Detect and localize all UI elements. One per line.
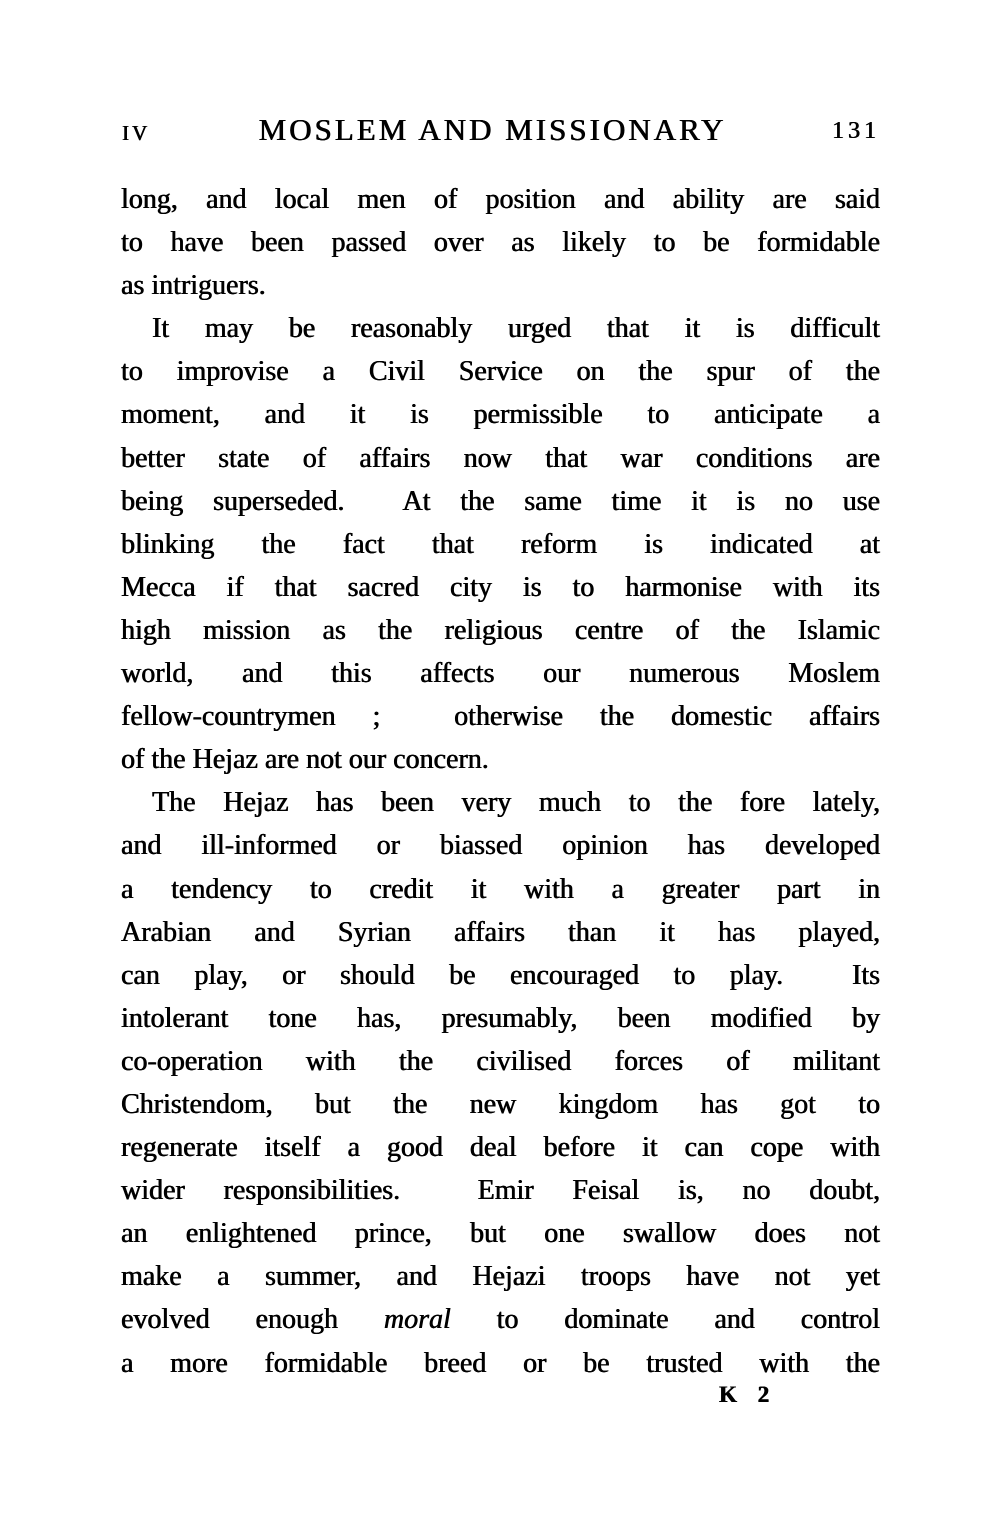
text-line xyxy=(121,954,880,997)
text-segment: Arabian and Syrian affairs than it has played, xyxy=(121,916,880,948)
text-segment: as intriguers. xyxy=(121,270,266,302)
text-line xyxy=(121,911,880,954)
text-line xyxy=(121,1083,880,1126)
text-line xyxy=(121,221,880,264)
chapter-numeral: IV xyxy=(122,121,151,145)
text-segment: a tendency to credit it with a greater part in xyxy=(121,873,880,905)
signature-mark: K 2 xyxy=(719,1382,771,1407)
text-segment: to improvise a Civil Service on the spur of the xyxy=(121,356,880,388)
text-segment: intolerant tone has, presumably, been modified by xyxy=(121,1002,880,1034)
text-line xyxy=(121,1212,880,1255)
text-line xyxy=(121,264,880,307)
text-line xyxy=(121,652,880,695)
text-segment: Christendom, but the new kingdom has got to xyxy=(121,1088,880,1120)
text-line xyxy=(121,824,880,867)
text-segment: moment, and it is permissible to anticipate a xyxy=(121,399,880,431)
text-segment: wider responsibilities. Emir Feisal is, no doubt, xyxy=(121,1175,880,1207)
italic-text-segment: moral xyxy=(383,1304,451,1336)
text-line xyxy=(121,738,880,781)
book-page xyxy=(121,112,880,1492)
text-line xyxy=(121,1040,880,1083)
text-line xyxy=(121,1298,880,1341)
text-line xyxy=(121,1255,880,1298)
text-segment: Mecca if that sacred city is to harmonise with its xyxy=(121,571,880,603)
text-line xyxy=(121,1342,880,1385)
text-segment: make a summer, and Hejazi troops have not yet xyxy=(121,1261,880,1293)
text-segment: high mission as the religious centre of the Islamic xyxy=(121,614,880,646)
page-body-text xyxy=(121,178,880,1385)
text-segment: fellow-countrymen ; otherwise the domestic affairs xyxy=(121,701,880,733)
running-title: MOSLEM AND MISSIONARY xyxy=(258,112,727,147)
text-segment: long, and local men of position and ability are said xyxy=(121,184,880,215)
text-segment: regenerate itself a good deal before it can cope with xyxy=(121,1132,880,1164)
text-segment: a more formidable breed or be trusted with the xyxy=(121,1347,880,1379)
text-line xyxy=(121,781,880,824)
text-line xyxy=(121,178,880,221)
text-line xyxy=(121,350,880,393)
text-line xyxy=(121,695,880,738)
text-line xyxy=(121,523,880,566)
text-line xyxy=(121,480,880,523)
text-line xyxy=(121,1169,880,1212)
text-line xyxy=(121,393,880,436)
text-segment: to have been passed over as likely to be formidable xyxy=(121,227,880,259)
text-segment: evolved enough xyxy=(121,1304,384,1336)
text-segment: better state of affairs now that war conditions are xyxy=(121,442,880,474)
text-line xyxy=(121,609,880,652)
text-segment: blinking the fact that reform is indicated at xyxy=(121,528,880,560)
text-segment: to dominate and control xyxy=(450,1304,881,1336)
text-line xyxy=(121,1126,880,1169)
text-line xyxy=(121,997,880,1040)
text-segment: and ill-informed or biassed opinion has developed xyxy=(121,830,880,862)
text-segment: of the Hejaz are not our concern. xyxy=(121,744,489,776)
text-segment: It may be reasonably urged that it is difficult xyxy=(152,313,880,345)
text-segment: The Hejaz has been very much to the fore lately, xyxy=(152,787,880,819)
text-segment: can play, or should be encouraged to play. Its xyxy=(121,959,880,991)
text-line xyxy=(121,566,880,609)
text-line xyxy=(121,437,880,480)
text-segment: co-operation with the civilised forces of militant xyxy=(121,1045,880,1077)
text-segment: world, and this affects our numerous Moslem xyxy=(121,658,880,690)
text-segment: being superseded. At the same time it is no use xyxy=(121,485,880,517)
text-line xyxy=(121,868,880,911)
text-line xyxy=(121,307,880,350)
text-segment: an enlightened prince, but one swallow does not xyxy=(121,1218,880,1250)
page-number: 131 xyxy=(832,118,880,144)
page-header xyxy=(121,112,880,146)
